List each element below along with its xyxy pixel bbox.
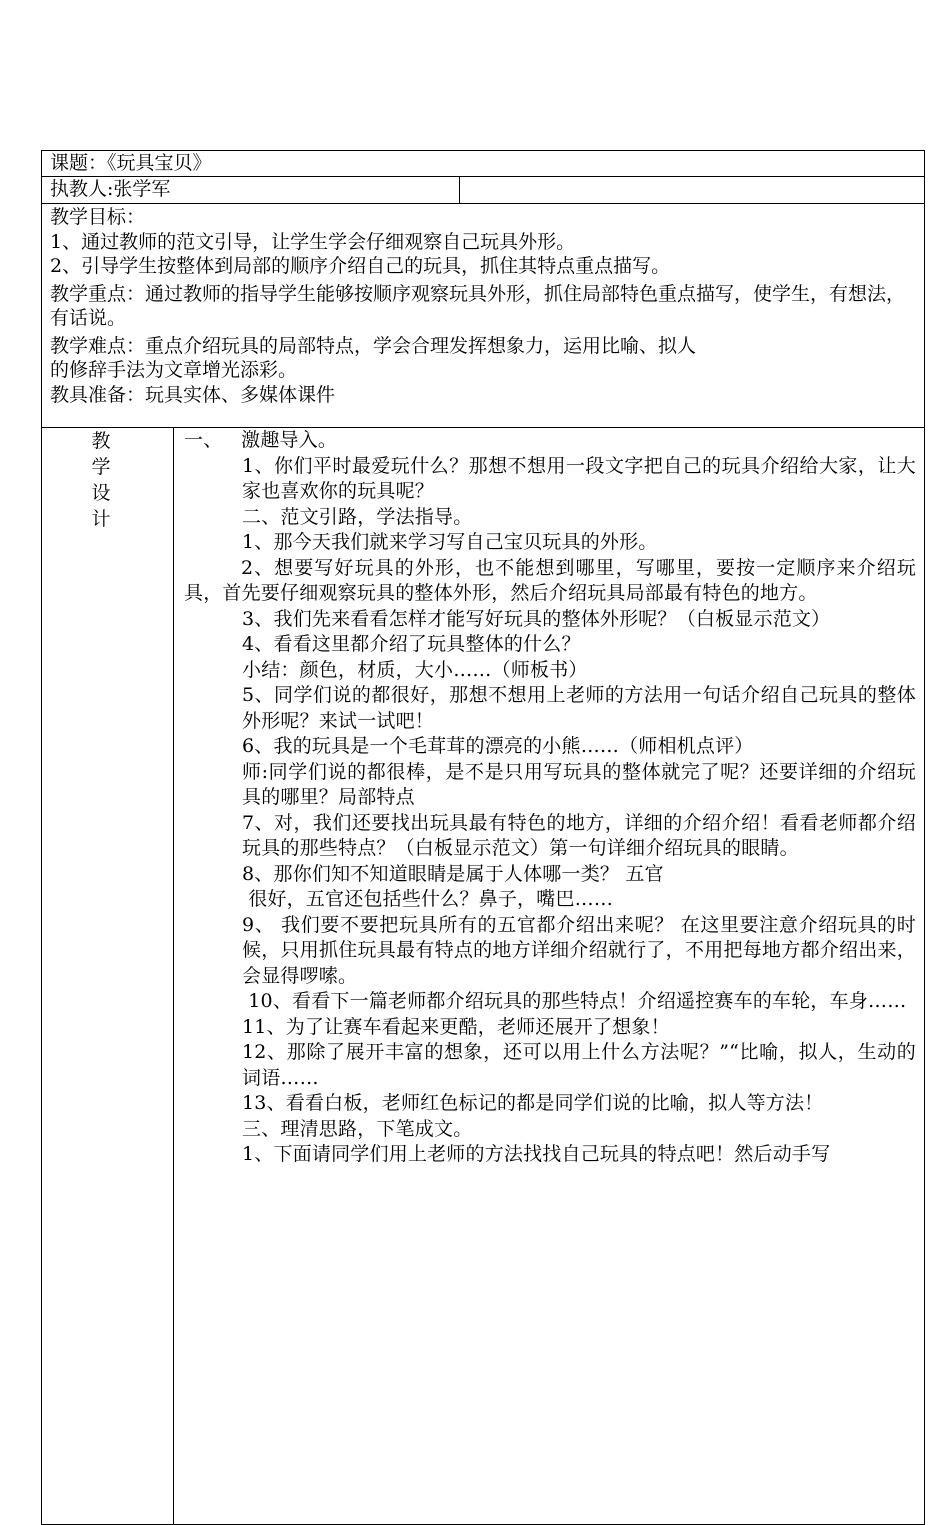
design-label-char: 设: [91, 482, 111, 504]
design-paragraph: 很好，五官还包括些什么？鼻子，嘴巴……: [242, 888, 614, 910]
key-point: 教学重点：通过教师的指导学生能够按顺序观察玩具外形，抓住局部特色重点描写，使学生，有想法，有话说。: [50, 282, 906, 329]
design-paragraph: 4、看看这里都介绍了玩具整体的什么？: [242, 633, 581, 655]
objective-item: 1、通过教师的范文引导，让学生学会仔细观察自己玩具外形。: [50, 230, 576, 253]
design-paragraph: 1、你们平时最爱玩什么？那想不想用一段文字把自己的玩具介绍给大家，让大家也喜欢你的玩具呢？: [242, 454, 916, 502]
design-paragraph: 1、那今天我们就来学习写自己宝贝玩具的外形。: [242, 531, 658, 553]
design-paragraph: 6、我的玩具是一个毛茸茸的漂亮的小熊……（师相机点评）: [242, 735, 754, 757]
design-row: [41, 427, 925, 1525]
design-paragraph: 二、范文引路，学法指导。: [242, 505, 473, 528]
design-paragraph: 13、看看白板，老师红色标记的都是同学们说的比喻，拟人等方法！: [242, 1092, 824, 1114]
design-paragraph: 10、看看下一篇老师都介绍玩具的那些特点！介绍遥控赛车的车轮，车身……: [242, 990, 907, 1012]
design-paragraph: 1、下面请同学们用上老师的方法找找自己玩具的特点吧！然后动手写: [242, 1143, 831, 1165]
design-label-column: [42, 428, 174, 1524]
design-paragraph: 师:同学们说的都很棒，是不是只用写玩具的整体就完了呢？还要详细的介绍玩具的哪里？局部特点: [242, 760, 916, 808]
design-paragraph: 11、为了让赛车看起来更酷，老师还展开了想象！: [242, 1015, 670, 1038]
objectives-section: [41, 203, 925, 427]
design-paragraph: 3、我们先来看看怎样才能写好玩具的整体外形呢？（白板显示范文）: [242, 607, 831, 630]
design-label-char: 学: [91, 456, 111, 478]
teacher-name: 执教人:张学军: [42, 177, 460, 203]
design-label-char: 教: [91, 430, 111, 452]
design-paragraph: 9、 我们要不要把玩具所有的五官都介绍出来呢？ 在这里要注意介绍玩具的时候，只用抓住玩具最有特点的地方详细介绍就行了，不用把每地方都介绍出来，会显得啰嗦。: [242, 913, 916, 987]
design-paragraph: 8、那你们知不知道眼睛是属于人体哪一类？ 五官: [242, 862, 664, 885]
difficulty-line-1: 教学难点：重点介绍玩具的局部特点，学会合理发挥想象力，运用比喻、拟人: [50, 334, 697, 357]
teacher-row-empty-cell: [460, 177, 924, 203]
design-paragraph: 5、同学们说的都很好，那想不想用上老师的方法用一句话介绍自己玩具的整体外形呢？来试一试吧！: [242, 684, 916, 732]
design-paragraph: 三、理清思路，下笔成文。: [242, 1117, 473, 1140]
difficulty-line-2: 的修辞手法为文章增光添彩。: [50, 359, 298, 381]
lesson-title: 课题：《玩具宝贝》: [50, 152, 212, 174]
design-paragraph: 2、想要写好玩具的外形，也不能想到哪里，写哪里，要按一定顺序来介绍玩具，首先要仔细观察玩具的整体外形，然后介绍玩具局部最有特色的地方。: [184, 556, 917, 604]
design-content: [174, 428, 924, 1524]
design-paragraph: 小结：颜色，材质，大小……（师板书）: [242, 658, 588, 681]
design-paragraph: 7、对，我们还要找出玩具最有特色的地方，详细的介绍介绍！看看老师都介绍玩具的那些特点？（白板显示范文）第一句详细介绍玩具的眼睛。: [242, 811, 916, 859]
design-label-char: 计: [91, 508, 111, 530]
objectives-heading: 教学目标：: [50, 206, 146, 228]
teacher-row: [41, 176, 925, 203]
materials: 教具准备：玩具实体、多媒体课件: [50, 383, 336, 406]
design-paragraph: 12、那除了展开丰富的想象，还可以用上什么方法呢？”“比喻，拟人，生动的词语……: [242, 1041, 916, 1089]
title-row: [41, 150, 925, 176]
objective-item: 2、引导学生按整体到局部的顺序介绍自己的玩具，抓住其特点重点描写。: [50, 255, 671, 277]
lesson-plan-table: [41, 150, 925, 1525]
design-paragraph: 一、 激趣导入。: [184, 429, 338, 451]
